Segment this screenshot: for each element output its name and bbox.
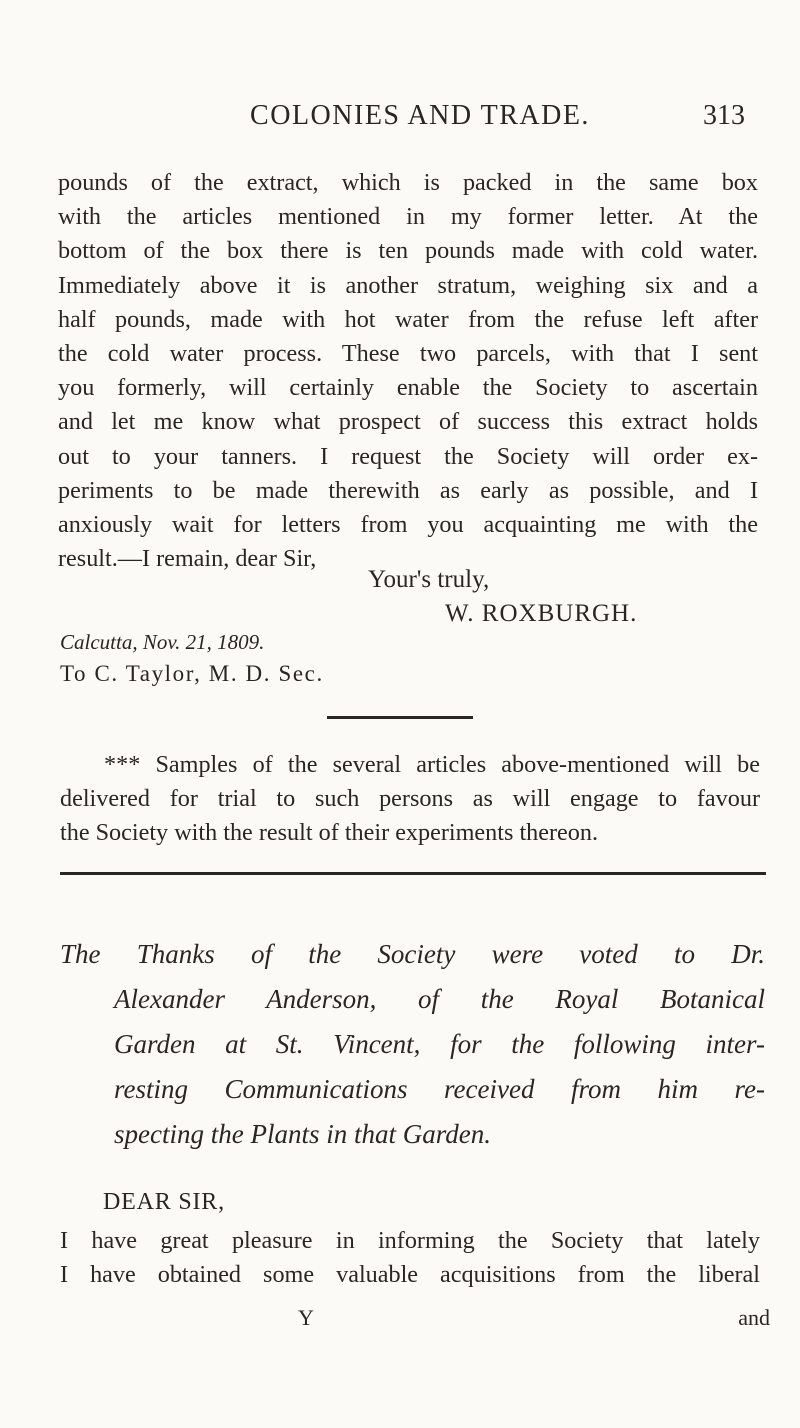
- running-head-title: COLONIES AND TRADE.: [250, 100, 590, 131]
- running-head: [0, 100, 800, 136]
- section-rule: [60, 872, 766, 875]
- text-line: The Thanks of the Society were voted to Dr.: [60, 939, 765, 969]
- text-line: bottom of the box there is ten pounds made with cold water.: [58, 237, 758, 265]
- letter-body-paragraph: [58, 166, 758, 576]
- text-line: result.—I remain, dear Sir,: [58, 545, 317, 573]
- text-line: half pounds, made with hot water from the refuse left after: [58, 305, 758, 333]
- text-line: anxiously wait for letters from you acquainting me with the: [58, 510, 758, 538]
- thanks-heading: [60, 932, 765, 1157]
- text-line: Alexander Anderson, of the Royal Botanical: [114, 984, 765, 1014]
- text-line: specting the Plants in that Garden.: [114, 1119, 491, 1149]
- text-line: resting Communications received from him re-: [114, 1074, 765, 1104]
- signature-mark: Y: [298, 1305, 314, 1330]
- text-line: you formerly, will certainly enable the Society to ascertain: [58, 374, 758, 402]
- salutation: DEAR SIR,: [103, 1189, 225, 1215]
- text-line: with the articles mentioned in my former letter. At the: [58, 203, 758, 231]
- page-number: 313: [703, 100, 745, 131]
- addressee: To C. Taylor, M. D. Sec.: [60, 661, 324, 686]
- editorial-note: [60, 748, 760, 851]
- text-line: the Society with the result of their experiments thereon.: [60, 819, 599, 847]
- catchword: and: [738, 1305, 770, 1330]
- text-line: I have obtained some valuable acquisitions from the liberal: [60, 1261, 760, 1289]
- text-line: Immediately above it is another stratum, weighing six and a: [58, 271, 758, 299]
- text-line: periments to be made therewith as early as possible, and I: [58, 476, 758, 504]
- place-date: Calcutta, Nov. 21, 1809.: [60, 630, 265, 654]
- letter-opening: [60, 1224, 760, 1292]
- text-line: out to your tanners. I request the Society will order ex-: [58, 442, 758, 470]
- text-line: Garden at St. Vincent, for the following inter-: [114, 1029, 765, 1059]
- valediction: Your's truly,: [368, 566, 490, 593]
- text-line: and let me know what prospect of success this extract holds: [58, 408, 758, 436]
- text-line: pounds of the extract, which is packed in the same box: [58, 169, 758, 196]
- text-line: delivered for trial to such persons as will engage to favour: [60, 785, 760, 813]
- signature: W. ROXBURGH.: [445, 600, 638, 627]
- text-line: I have great pleasure in informing the Society that lately: [60, 1227, 760, 1254]
- short-rule: [327, 716, 473, 719]
- text-line: the cold water process. These two parcels, with that I sent: [58, 339, 758, 367]
- text-line: *** Samples of the several articles above-mentioned will be: [104, 751, 760, 778]
